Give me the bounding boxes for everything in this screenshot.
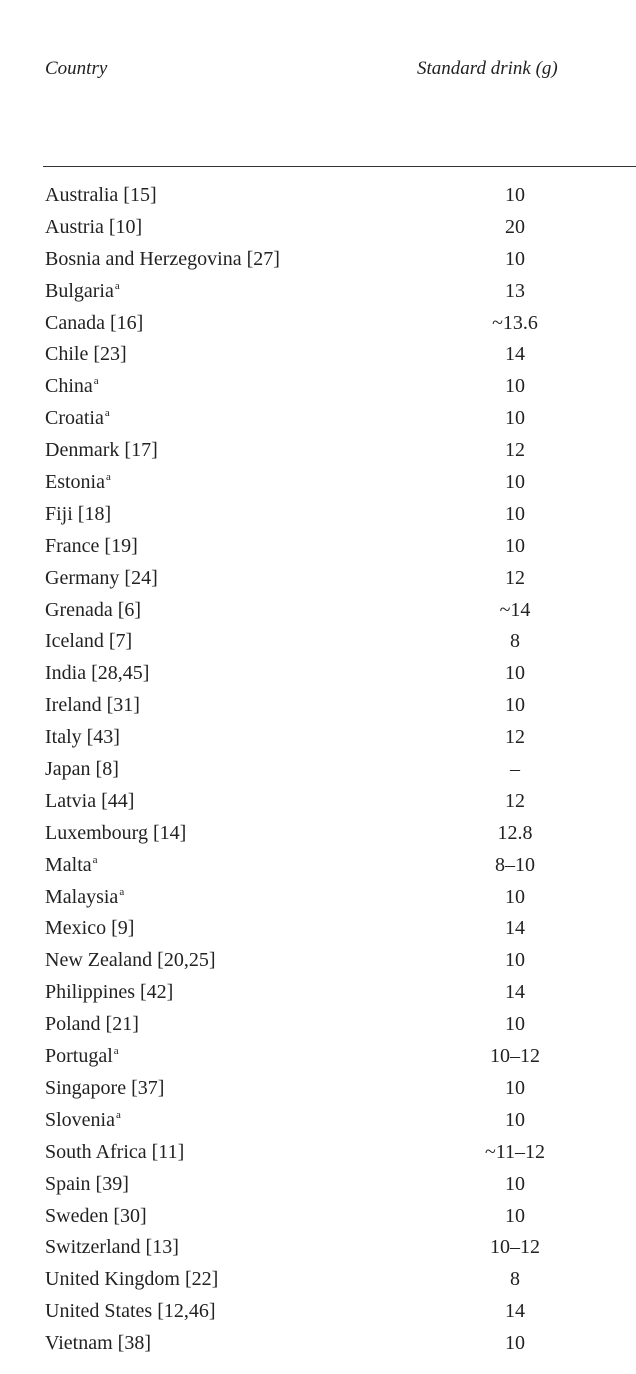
standard-drink-cell: 10 bbox=[505, 407, 525, 430]
country-name: France [19] bbox=[45, 534, 138, 557]
table-row bbox=[0, 1328, 636, 1360]
standard-drink-cell: 10 bbox=[505, 184, 525, 206]
table-row bbox=[0, 467, 636, 499]
country-cell bbox=[45, 212, 142, 244]
table-row bbox=[0, 1169, 636, 1201]
table-row bbox=[0, 1073, 636, 1105]
country-name: Ireland [31] bbox=[45, 694, 140, 717]
table-row bbox=[0, 818, 636, 850]
standard-drink-cell: ~13.6 bbox=[492, 311, 538, 334]
table-row bbox=[0, 754, 636, 786]
country-cell bbox=[45, 435, 158, 467]
country-name: Portugal bbox=[45, 1045, 113, 1068]
country-cell bbox=[45, 754, 119, 786]
country-name: Iceland [7] bbox=[45, 630, 133, 653]
country-cell bbox=[45, 276, 120, 311]
standard-drink-cell: 10 bbox=[505, 534, 525, 557]
table-row bbox=[0, 371, 636, 403]
country-name: Latvia [44] bbox=[45, 789, 135, 812]
table-row bbox=[0, 1009, 636, 1041]
standard-drink-cell: 12.8 bbox=[497, 821, 533, 844]
country-name: Fiji [18] bbox=[45, 502, 112, 525]
country-cell bbox=[45, 1232, 179, 1264]
standard-drink-cell: 8 bbox=[510, 1268, 520, 1291]
standard-drink-cell: 10 bbox=[505, 1332, 525, 1355]
country-name: Denmark [17] bbox=[45, 439, 158, 462]
country-name: Chile [23] bbox=[45, 343, 127, 366]
standard-drink-cell: 10 bbox=[505, 375, 525, 398]
standard-drink-cell: 12 bbox=[505, 789, 525, 812]
standard-drink-cell: 10 bbox=[505, 1204, 525, 1227]
country-name: Vietnam [38] bbox=[45, 1332, 151, 1355]
table-row bbox=[0, 212, 636, 244]
country-cell bbox=[45, 531, 138, 563]
table-row bbox=[0, 563, 636, 595]
country-cell bbox=[45, 977, 173, 1009]
standard-drink-cell: 8 bbox=[510, 630, 520, 653]
table-row bbox=[0, 690, 636, 722]
country-cell bbox=[45, 1201, 147, 1233]
country-cell bbox=[45, 499, 111, 531]
country-name: Mexico [9] bbox=[45, 917, 135, 940]
table-row bbox=[0, 276, 636, 308]
country-cell bbox=[45, 467, 111, 502]
country-name: Philippines [42] bbox=[45, 981, 174, 1004]
country-name: Bosnia and Herzegovina [27] bbox=[45, 247, 280, 270]
country-cell bbox=[45, 1296, 216, 1328]
table-row bbox=[0, 435, 636, 467]
standard-drink-cell: 10 bbox=[505, 1013, 525, 1036]
country-name: Australia [15] bbox=[45, 184, 157, 206]
standard-drink-cell: 10 bbox=[505, 247, 525, 270]
country-name: China bbox=[45, 375, 93, 398]
standard-drink-cell: 14 bbox=[505, 343, 525, 366]
standard-drink-cell: 20 bbox=[505, 215, 525, 238]
table-row bbox=[0, 1137, 636, 1169]
country-cell bbox=[45, 1328, 151, 1360]
country-name: Slovenia bbox=[45, 1108, 115, 1131]
country-name: Malaysia bbox=[45, 885, 119, 908]
table-row bbox=[0, 1201, 636, 1233]
country-cell bbox=[45, 339, 127, 371]
country-cell bbox=[45, 913, 134, 945]
country-cell bbox=[45, 1041, 119, 1076]
country-cell bbox=[45, 945, 216, 977]
country-cell bbox=[45, 658, 149, 690]
table-row bbox=[0, 1041, 636, 1073]
standard-drink-cell: 10 bbox=[505, 471, 525, 494]
standard-drink-cell: 10–12 bbox=[490, 1236, 540, 1259]
footnote-marker: a bbox=[93, 375, 99, 388]
country-cell bbox=[45, 786, 134, 818]
table-body bbox=[0, 180, 636, 1360]
country-name: United Kingdom [22] bbox=[45, 1268, 219, 1291]
standard-drink-cell: 10 bbox=[505, 885, 525, 908]
country-cell bbox=[45, 1073, 164, 1105]
country-cell bbox=[45, 1264, 218, 1296]
country-cell bbox=[45, 180, 157, 212]
column-header-country: Country bbox=[45, 58, 108, 79]
country-name: India [28,45] bbox=[45, 662, 150, 685]
country-name: Austria [10] bbox=[45, 215, 143, 238]
standard-drink-cell: – bbox=[510, 758, 520, 781]
header-divider bbox=[43, 166, 636, 167]
table-row bbox=[0, 403, 636, 435]
country-cell bbox=[45, 1105, 121, 1140]
footnote-marker: a bbox=[119, 885, 125, 898]
country-name: Croatia bbox=[45, 407, 104, 430]
country-cell bbox=[45, 1169, 129, 1201]
country-name: Malta bbox=[45, 853, 92, 876]
table-row bbox=[0, 308, 636, 340]
country-name: Sweden [30] bbox=[45, 1204, 147, 1227]
table-row bbox=[0, 882, 636, 914]
footnote-marker: a bbox=[106, 471, 111, 484]
country-cell bbox=[45, 1009, 139, 1041]
country-cell bbox=[45, 850, 98, 885]
standard-drink-cell: 13 bbox=[505, 279, 525, 302]
table-header bbox=[0, 58, 636, 88]
table-row bbox=[0, 1232, 636, 1264]
table-row bbox=[0, 595, 636, 627]
footnote-marker: a bbox=[113, 1045, 119, 1058]
footnote-marker: a bbox=[116, 1108, 121, 1121]
table-row bbox=[0, 945, 636, 977]
footnote-marker: a bbox=[92, 853, 98, 866]
standard-drink-cell: 10 bbox=[505, 1076, 525, 1099]
country-name: Estonia bbox=[45, 471, 105, 494]
table-row bbox=[0, 1296, 636, 1328]
table-row bbox=[0, 339, 636, 371]
standard-drink-cell: 10–12 bbox=[490, 1045, 540, 1068]
table-row bbox=[0, 977, 636, 1009]
standard-drink-cell: 10 bbox=[505, 1172, 525, 1195]
column-header-standard-drink: Standard drink (g) bbox=[417, 58, 558, 79]
table-row bbox=[0, 244, 636, 276]
standard-drink-cell: 10 bbox=[505, 1108, 525, 1131]
table-row bbox=[0, 913, 636, 945]
country-name: Japan [8] bbox=[45, 758, 119, 781]
standard-drink-cell: 14 bbox=[505, 1300, 525, 1323]
table-row bbox=[0, 180, 636, 212]
country-cell bbox=[45, 244, 280, 276]
country-cell bbox=[45, 626, 132, 658]
standard-drink-cell: 10 bbox=[505, 502, 525, 525]
standard-drink-cell: ~11–12 bbox=[484, 1140, 546, 1163]
country-name: Canada [16] bbox=[45, 311, 144, 334]
country-name: Germany [24] bbox=[45, 566, 158, 589]
standard-drink-cell: 12 bbox=[505, 726, 525, 749]
country-name: Italy [43] bbox=[45, 726, 120, 749]
standard-drink-cell: 8–10 bbox=[495, 853, 535, 876]
country-name: New Zealand [20,25] bbox=[45, 949, 216, 972]
country-cell bbox=[45, 308, 143, 340]
table-row bbox=[0, 1264, 636, 1296]
country-name: Bulgaria bbox=[45, 279, 114, 302]
table-row bbox=[0, 499, 636, 531]
country-cell bbox=[45, 722, 120, 754]
country-cell bbox=[45, 1137, 184, 1169]
country-name: United States [12,46] bbox=[45, 1300, 216, 1323]
country-name: Poland [21] bbox=[45, 1013, 139, 1036]
footnote-marker: a bbox=[114, 279, 120, 292]
country-cell bbox=[45, 690, 140, 722]
table-row bbox=[0, 850, 636, 882]
standard-drink-cell: 12 bbox=[505, 566, 525, 589]
table-row bbox=[0, 531, 636, 563]
country-name: Luxembourg [14] bbox=[45, 821, 187, 844]
table-row bbox=[0, 722, 636, 754]
country-name: Singapore [37] bbox=[45, 1076, 165, 1099]
standard-drink-cell: 14 bbox=[505, 917, 525, 940]
table-row bbox=[0, 658, 636, 690]
country-cell bbox=[45, 595, 141, 627]
table-row bbox=[0, 626, 636, 658]
footnote-marker: a bbox=[104, 407, 110, 420]
country-name: Switzerland [13] bbox=[45, 1236, 179, 1259]
standard-drink-cell: 10 bbox=[505, 662, 525, 685]
country-cell bbox=[45, 403, 110, 438]
standard-drink-cell: 14 bbox=[505, 981, 525, 1004]
table-row bbox=[0, 786, 636, 818]
standard-drink-cell: 10 bbox=[505, 949, 525, 972]
standard-drink-cell: 10 bbox=[505, 694, 525, 717]
standard-drink-cell: 12 bbox=[505, 439, 525, 462]
country-cell bbox=[45, 818, 186, 850]
country-cell bbox=[45, 563, 158, 595]
standard-drink-cell: ~14 bbox=[499, 598, 531, 621]
country-name: Spain [39] bbox=[45, 1172, 129, 1195]
table-row bbox=[0, 1105, 636, 1137]
country-name: Grenada [6] bbox=[45, 598, 142, 621]
country-cell bbox=[45, 882, 124, 917]
country-cell bbox=[45, 371, 99, 406]
country-name: South Africa [11] bbox=[45, 1140, 185, 1163]
